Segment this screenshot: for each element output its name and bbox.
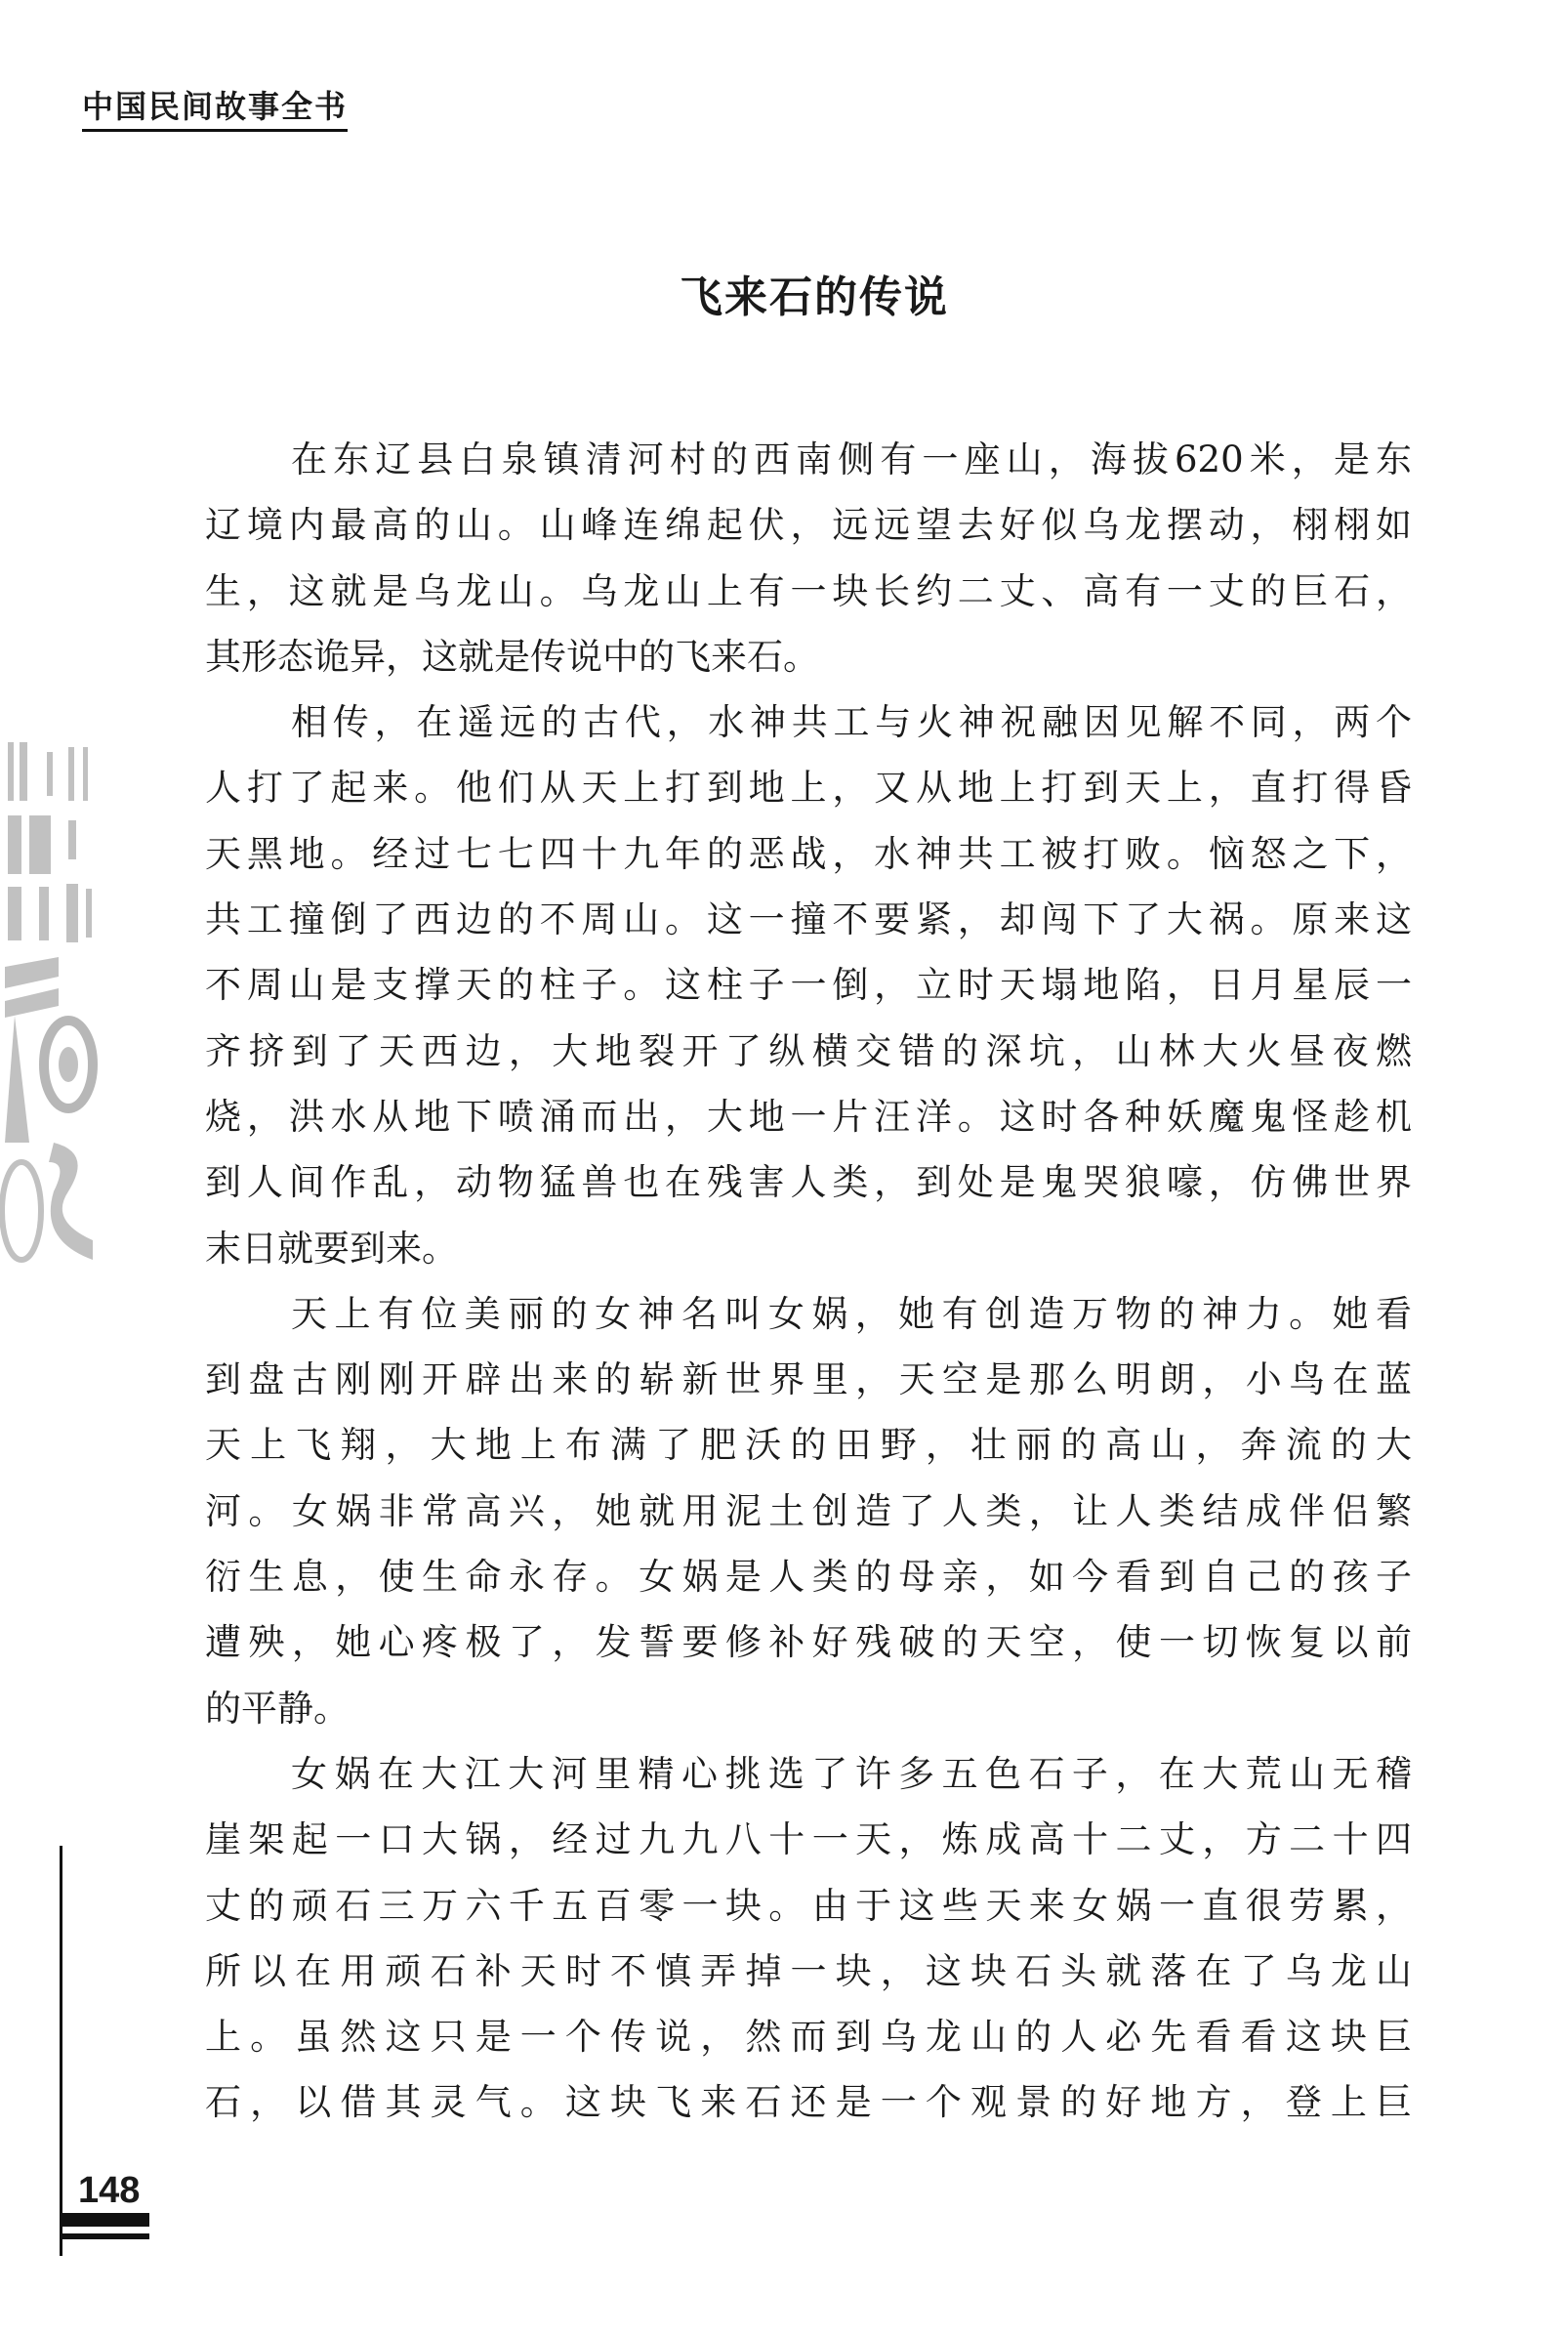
paragraph-line: 上。虽然这只是一个传说，然而到乌龙山的人必先看看这块巨 (205, 2016, 1412, 2059)
paragraph-line: 辽境内最高的山。山峰连绵起伏，远远望去好似乌龙摆动，栩栩如 (205, 504, 1412, 547)
paragraph-line: 的平静。 (205, 1687, 350, 1730)
decorative-pattern (0, 732, 98, 1299)
story-title: 飞来石的传说 (680, 272, 949, 322)
margin-rule (60, 1846, 62, 2256)
paragraph-line: 女娲在大江大河里精心挑选了许多五色石子，在大荒山无稽 (291, 1752, 1412, 1795)
paragraph-line: 崖架起一口大锅，经过九九八十一天，炼成高十二丈，方二十四 (205, 1818, 1412, 1861)
paragraph-line: 共工撞倒了西边的不周山。这一撞不要紧，却闯下了大祸。原来这 (205, 898, 1412, 941)
paragraph-line: 丈的顽石三万六千五百零一块。由于这些天来女娲一直很劳累， (205, 1884, 1412, 1927)
paragraph-line: 其形态诡异，这就是传说中的飞来石。 (205, 635, 819, 678)
paragraph-line: 遭殃，她心疼极了，发誓要修补好残破的天空，使一切恢复以前 (205, 1621, 1412, 1664)
paragraph-line: 烧，洪水从地下喷涌而出，大地一片汪洋。这时各种妖魔鬼怪趁机 (205, 1095, 1412, 1138)
paragraph-line: 河。女娲非常高兴，她就用泥土创造了人类，让人类结成伴侣繁 (205, 1489, 1412, 1532)
paragraph-line: 生，这就是乌龙山。乌龙山上有一块长约二丈、高有一丈的巨石， (205, 569, 1412, 612)
paragraph-line: 相传，在遥远的古代，水神共工与火神祝融因见解不同，两个 (291, 701, 1412, 744)
paragraph-line: 石，以借其灵气。这块飞来石还是一个观景的好地方，登上巨 (205, 2081, 1412, 2124)
paragraph-line: 齐挤到了天西边，大地裂开了纵横交错的深坑，山林大火昼夜燃 (205, 1029, 1412, 1072)
paragraph-line: 末日就要到来。 (205, 1227, 458, 1270)
paragraph-line: 人打了起来。他们从天上打到地上，又从地上打到天上，直打得昏 (205, 767, 1412, 810)
running-head: 中国民间故事全书 (82, 82, 348, 132)
paragraph-line: 天黑地。经过七七四十九年的恶战，水神共工被打败。恼怒之下， (205, 832, 1412, 875)
paragraph-line: 到盘古刚刚开辟出来的崭新世界里，天空是那么明朗，小鸟在蓝 (205, 1358, 1412, 1401)
paragraph-line: 在东辽县白泉镇清河村的西南侧有一座山，海拔620米，是东 (291, 438, 1412, 480)
paragraph-line: 天上飞翔，大地上布满了肥沃的田野，壮丽的高山，奔流的大 (205, 1424, 1412, 1467)
footer-bar-thick (61, 2213, 149, 2227)
paragraph-line: 天上有位美丽的女神名叫女娲，她有创造万物的神力。她看 (291, 1292, 1412, 1335)
paragraph-line: 不周山是支撑天的柱子。这柱子一倒，立时天塌地陷，日月星辰一 (205, 964, 1412, 1007)
paragraph-line: 所以在用顽石补天时不慎弄掉一块，这块石头就落在了乌龙山 (205, 1949, 1412, 1992)
footer-bar-thin (61, 2233, 149, 2239)
story-body (205, 427, 1412, 2136)
paragraph-line: 到人间作乱，动物猛兽也在残害人类，到处是鬼哭狼嚎，仿佛世界 (205, 1161, 1412, 1204)
page-number: 148 (78, 2170, 141, 2211)
paragraph-line: 衍生息，使生命永存。女娲是人类的母亲，如今看到自己的孩子 (205, 1556, 1412, 1599)
